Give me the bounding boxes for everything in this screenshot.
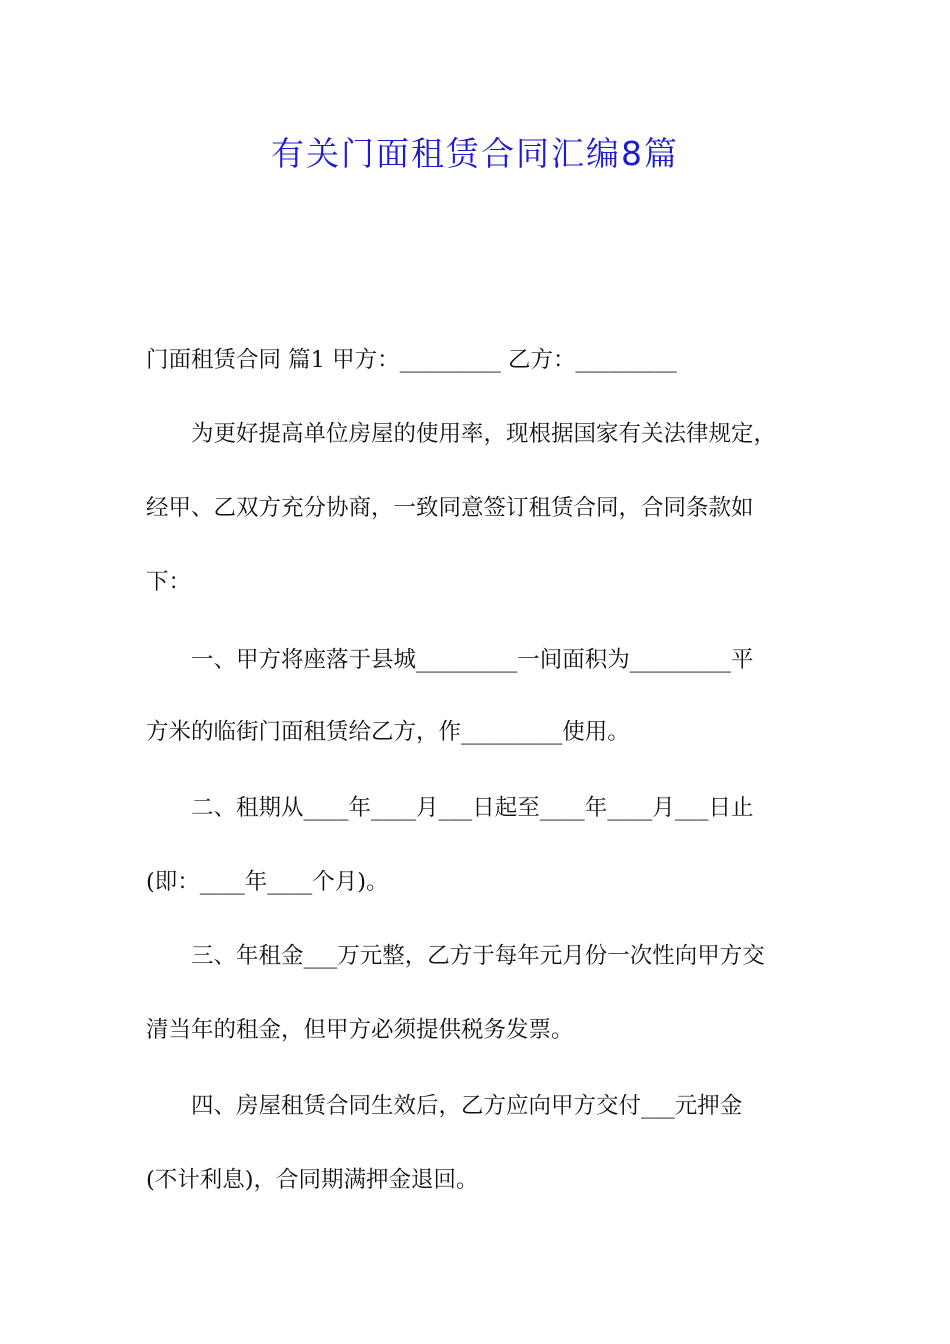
body-line: (不计利息)，合同期满押金退回。 <box>146 1167 479 1193</box>
body-line: 二、租期从____年____月___日起至____年____月___日止 <box>146 795 754 821</box>
body-line: 经甲、乙双方充分协商，一致同意签订租赁合同，合同条款如 <box>146 495 754 521</box>
body-line: 下： <box>146 569 192 595</box>
body-line: 为更好提高单位房屋的使用率，现根据国家有关法律规定， <box>146 421 777 447</box>
body-line: 方米的临街门面租赁给乙方，作_________使用。 <box>146 719 630 745</box>
body-line: 清当年的租金，但甲方必须提供税务发票。 <box>146 1017 574 1043</box>
body-line: 四、房屋租赁合同生效后，乙方应向甲方交付___元押金 <box>146 1093 743 1119</box>
body-line: 三、年租金___万元整，乙方于每年元月份一次性向甲方交 <box>146 943 765 969</box>
body-line: (即：____年____个月)。 <box>146 869 389 895</box>
body-line-header: 门面租赁合同 篇1 甲方：_________ 乙方：_________ <box>146 347 677 373</box>
body-line: 一、甲方将座落于县城_________一间面积为_________平 <box>146 647 754 673</box>
document-title: 有关门面租赁合同汇编8篇 <box>271 134 679 173</box>
